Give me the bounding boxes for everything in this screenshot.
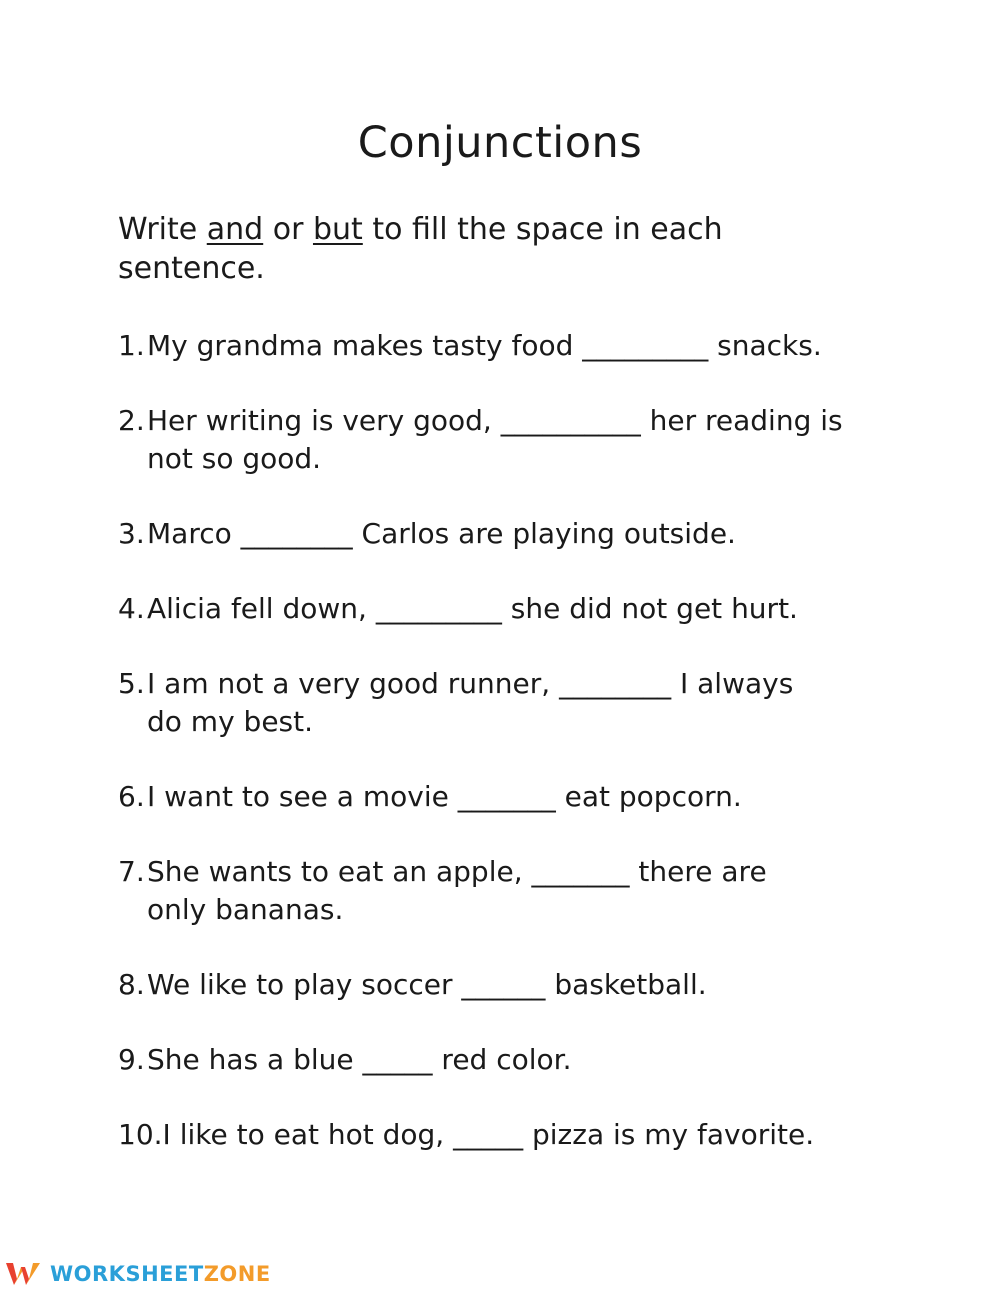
brand-part-zone: ZONE [203,1262,271,1286]
exercise-item-10 [118,1116,898,1154]
page-title: Conjunctions [357,118,643,168]
item-text: My grandma makes tasty food _________ snacks. [147,329,822,362]
item-text-continued: not so good. [147,442,322,475]
item-number: 9. [118,1043,145,1076]
exercise-item-8 [118,966,898,1004]
item-number: 5. [118,667,145,700]
item-number: 10. [118,1118,163,1151]
item-number: 8. [118,968,145,1001]
item-text: Her writing is very good, __________ her reading is [147,404,843,437]
item-text: I want to see a movie _______ eat popcorn. [147,780,742,813]
instructions-mid: or [263,212,313,247]
instructions-word-and: and [206,212,264,247]
item-text: She has a blue _____ red color. [147,1043,572,1076]
worksheetzone-brand-text [50,1262,271,1286]
item-text: She wants to eat an apple, _______ there are [147,855,767,888]
item-text: Alicia fell down, _________ she did not get hurt. [147,592,798,625]
item-number: 4. [118,592,145,625]
exercise-item-3 [118,515,898,553]
exercise-item-4 [118,590,898,628]
exercise-item-2 [118,402,898,478]
worksheetzone-logo[interactable] [6,1258,271,1290]
instructions-post: to fill the space in each sentence. [118,212,723,286]
instructions-word-but: but [312,212,363,247]
item-number: 2. [118,404,145,437]
item-number: 6. [118,780,145,813]
exercise-item-7 [118,853,898,929]
item-text-numbered [118,1116,898,1154]
item-text-continued: do my best. [147,705,314,738]
exercise-item-6 [118,778,898,816]
exercise-list [118,327,898,1191]
item-number: 7. [118,855,145,888]
worksheetzone-w-icon [6,1261,40,1287]
instructions [118,210,878,288]
item-text-continued: only bananas. [147,893,344,926]
item-text: I am not a very good runner, ________ I always [147,667,794,700]
item-text: Marco ________ Carlos are playing outside. [147,517,736,550]
item-text: We like to play soccer ______ basketball. [147,968,707,1001]
item-number: 1. [118,329,145,362]
exercise-item-1 [118,327,898,365]
exercise-item-5 [118,665,898,741]
instructions-pre: Write [118,212,207,247]
item-text: I like to eat hot dog, _____ pizza is my favorite. [162,1118,815,1151]
exercise-item-9 [118,1041,898,1079]
item-number: 3. [118,517,145,550]
brand-part-worksheet: WORKSHEET [50,1262,204,1286]
